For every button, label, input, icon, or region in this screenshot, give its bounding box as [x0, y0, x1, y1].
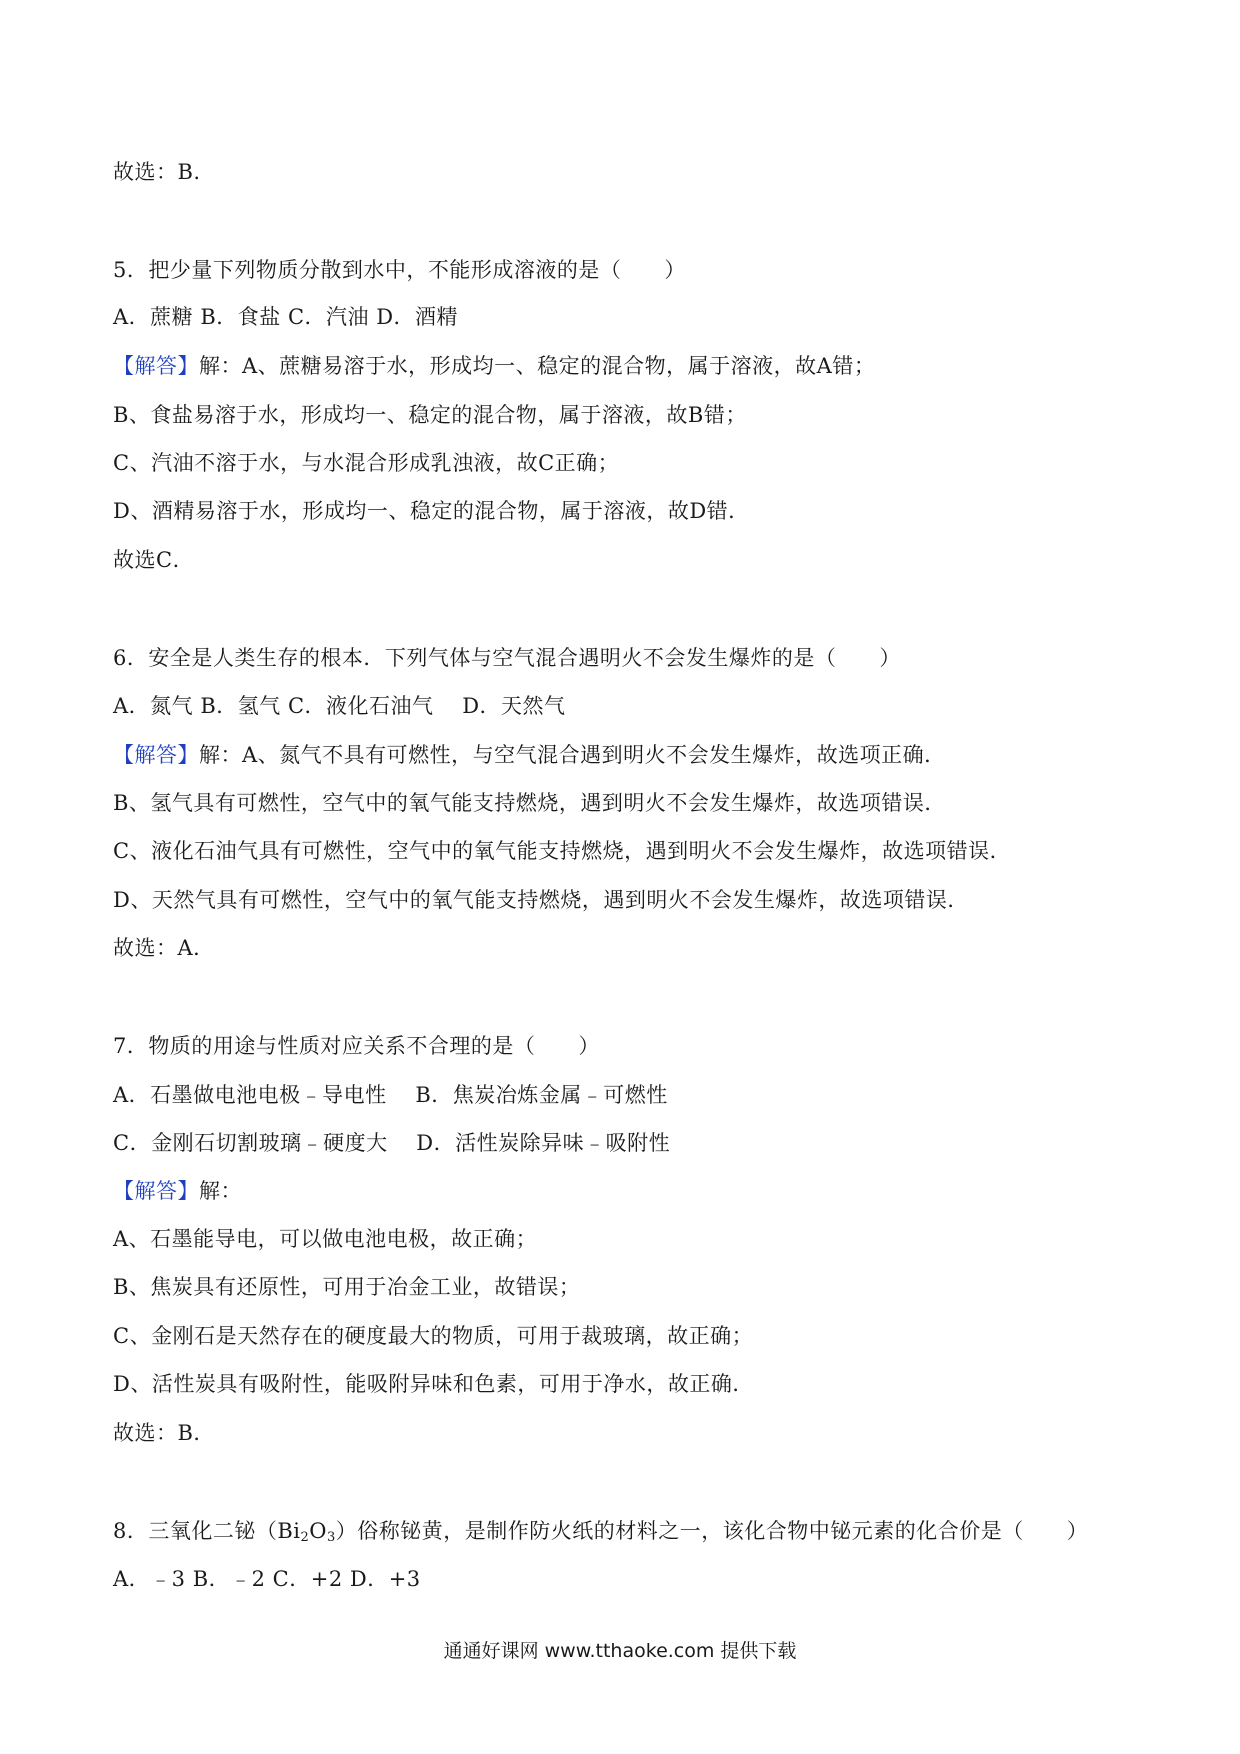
q5-line-b: B、食盐易溶于水，形成均一、稳定的混合物，属于溶液，故B错； — [113, 403, 747, 427]
q6-options: A．氮气 B．氢气 C．液化石油气 D．天然气 — [113, 694, 566, 718]
q7-options-1: A．石墨做电池电极﹣导电性 B．焦炭冶炼金属﹣可燃性 — [113, 1083, 668, 1107]
q7-choose: 故选：B． — [113, 1421, 215, 1445]
q6-line-d: D、天然气具有可燃性，空气中的氧气能支持燃烧，遇到明火不会发生爆炸，故选项错误． — [113, 888, 969, 912]
q7-line-c: C、金刚石是天然存在的硬度最大的物质，可用于裁玻璃，故正确； — [113, 1324, 754, 1348]
q6-line-b: B、氢气具有可燃性，空气中的氧气能支持燃烧，遇到明火不会发生爆炸，故选项错误． — [113, 791, 946, 815]
q6-choose: 故选：A． — [113, 936, 215, 960]
q6-answer-first: 【解答】解：A、氮气不具有可燃性，与空气混合遇到明火不会发生爆炸，故选项正确． — [113, 743, 946, 767]
q5-choose: 故选C． — [113, 548, 195, 572]
answer-tag: 【解答】 — [113, 354, 199, 378]
q5-answer-first: 【解答】解：A、蔗糖易溶于水，形成均一、稳定的混合物，属于溶液，故A错； — [113, 354, 876, 378]
q5-options: A．蔗糖 B．食盐 C．汽油 D．酒精 — [113, 305, 459, 329]
q8-question: 8．三氧化二铋$(Bi_2O_3)$俗称铋黄，是制作防火纸的材料之一，该化合物中铋元素的化合价是（ ） — [113, 1519, 1089, 1545]
q7-question: 7．物质的用途与性质对应关系不合理的是（ ） — [113, 1034, 600, 1058]
q7-line-b: B、焦炭具有还原性，可用于冶金工业，故错误； — [113, 1275, 581, 1299]
page-footer: 通通好课网 www.tthaoke.com 提供下载 — [443, 1640, 797, 1662]
q7-answer-first: 【解答】解： — [113, 1179, 242, 1203]
q7-line-a: A、石墨能导电，可以做电池电极，故正确； — [113, 1227, 538, 1251]
q7-options-2: C．金刚石切割玻璃﹣硬度大 D．活性炭除异味﹣吸附性 — [113, 1131, 671, 1155]
q6-question: 6．安全是人类生存的根本．下列气体与空气混合遇明火不会发生爆炸的是（ ） — [113, 646, 901, 670]
answer-tag: 【解答】 — [113, 743, 199, 767]
answer-tag: 【解答】 — [113, 1179, 199, 1203]
q6-line-c: C、液化石油气具有可燃性，空气中的氧气能支持燃烧，遇到明火不会发生爆炸，故选项错误． — [113, 839, 1012, 863]
q8-options: A．﹣3 B．﹣2 C．+2 D．+3 — [113, 1567, 421, 1591]
q5-line-d: D、酒精易溶于水，形成均一、稳定的混合物，属于溶液，故D错． — [113, 499, 750, 523]
q5-line-c: C、汽油不溶于水，与水混合形成乳浊液，故C正确； — [113, 451, 620, 475]
q5-question: 5．把少量下列物质分散到水中，不能形成溶液的是（ ） — [113, 258, 686, 282]
q7-line-d: D、活性炭具有吸附性，能吸附异味和色素，可用于净水，故正确． — [113, 1372, 754, 1396]
q4-choose: 故选：B. — [113, 160, 201, 184]
